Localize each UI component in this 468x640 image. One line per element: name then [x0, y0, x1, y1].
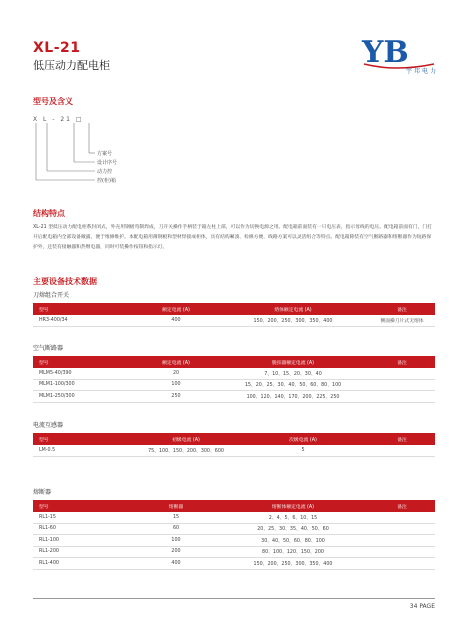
- table-header: 脱扣器额定电流 (A): [217, 356, 369, 368]
- table-cell: 2、4、5、6、10、15: [217, 512, 369, 523]
- table-cell: 80、100、120、150、200: [217, 546, 369, 558]
- table-row: [33, 315, 435, 326]
- table-row: [33, 558, 435, 570]
- section-heading-equipment: 主要设备技术数据: [33, 277, 97, 286]
- model-code: X L - 21 □: [33, 116, 84, 123]
- table-header-row: [33, 500, 435, 512]
- table-cell: [369, 546, 435, 558]
- page-number: 34 PAGE: [409, 603, 435, 610]
- table-cell: 100、120、140、170、200、225、250: [217, 391, 369, 403]
- table-header: 次级电流 (A): [237, 433, 369, 445]
- table-cell: 150、200、250、300、350、400: [217, 315, 369, 326]
- footer-divider: [33, 598, 435, 599]
- table-cell: 30、40、50、60、80、100: [217, 535, 369, 547]
- table-cell: MLM1-100/300: [33, 379, 135, 391]
- table-row: [33, 535, 435, 547]
- page-title: XL-21: [33, 40, 81, 56]
- current-transformer-table: [33, 433, 435, 457]
- section-heading-model: 型号及含义: [33, 97, 73, 106]
- logo-text: 宇邦电力: [405, 68, 438, 75]
- section-heading-structure: 结构特点: [33, 209, 65, 218]
- table-cell: RL1-400: [33, 558, 135, 570]
- table-cell: 100: [135, 379, 217, 391]
- table-cell: RL1-15: [33, 512, 135, 523]
- tree-label-design: 设计序号: [97, 160, 118, 166]
- table-header: 备注: [369, 500, 435, 512]
- table-header: 备注: [369, 303, 435, 315]
- table-cell: 20、25、30、35、40、50、60: [217, 523, 369, 535]
- table-header-row: [33, 433, 435, 445]
- table-header: 熔断器: [135, 500, 217, 512]
- table-cell: 100: [135, 535, 217, 547]
- table-cell: 150、200、250、300、350、400: [217, 558, 369, 570]
- table-cell: [369, 523, 435, 535]
- knife-switch-title: 刀熔组合开关: [33, 292, 70, 299]
- current-transformer-title: 电流互感器: [33, 422, 64, 429]
- table-header: 额定电流 (A): [135, 303, 217, 315]
- table-cell: RL1-100: [33, 535, 135, 547]
- logo-letters: YB: [362, 35, 409, 70]
- structure-paragraph: XL-21 型低压动力配电柜系封闭式，外壳用钢板弯制焊成，刀开关操作手柄装于箱左柱上部，可以作为切换电源之用。配电箱前面装有一只电压表，指示母线的电压。配电箱前面有门，门打开后配电箱内全部设备敞露，便于维修维护。本配电箱用薄钢板和型材焊接成柜体，具有结构紧凑、检修方便、线路方案可以灵活组合等特点。配电箱除装有空气断路器和熔断器作为短路保护外，还装有接触器和热继电器，同时可装操作按钮和指示灯。: [33, 225, 432, 250]
- model-tree-diagram: [33, 120, 133, 185]
- breaker-title: 空气断路器: [33, 345, 64, 352]
- table-header: 熔断体额定电流 (A): [217, 500, 369, 512]
- knife-switch-table: [33, 303, 435, 327]
- table-cell: 侧面操刀片式无熔体: [369, 315, 435, 326]
- table-cell: [369, 512, 435, 523]
- table-row: [33, 368, 435, 379]
- table-cell: 60: [135, 523, 217, 535]
- table-cell: RL1-60: [33, 523, 135, 535]
- table-cell: 200: [135, 546, 217, 558]
- table-row: [33, 523, 435, 535]
- fuse-table: [33, 500, 435, 570]
- table-cell: [369, 535, 435, 547]
- table-cell: HR3-400/34: [33, 315, 135, 326]
- table-header-row: [33, 356, 435, 368]
- table-row: [33, 546, 435, 558]
- tree-label-scheme: 方案号: [97, 151, 113, 157]
- tree-label-power: 动力控: [97, 169, 113, 175]
- table-cell: 400: [135, 315, 217, 326]
- table-cell: RL1-200: [33, 546, 135, 558]
- table-cell: [369, 379, 435, 391]
- breaker-table: [33, 356, 435, 403]
- table-header: 型号: [33, 303, 135, 315]
- table-header-row: [33, 303, 435, 315]
- tree-label-cabinet: 控(柜)箱: [97, 178, 116, 184]
- table-header: 型号: [33, 500, 135, 512]
- table-cell: [369, 445, 435, 456]
- table-header: 型号: [33, 356, 135, 368]
- table-cell: [369, 368, 435, 379]
- table-header: 型号: [33, 433, 135, 445]
- table-cell: MLM1-250/300: [33, 391, 135, 403]
- table-cell: LM-0.5: [33, 445, 135, 456]
- table-cell: 15、20、25、30、40、50、60、80、100: [217, 379, 369, 391]
- page-subtitle: 低压动力配电柜: [33, 59, 110, 72]
- table-cell: 400: [135, 558, 217, 570]
- table-cell: [369, 558, 435, 570]
- table-row: [33, 445, 435, 456]
- fuse-title: 熔断器: [33, 489, 52, 496]
- table-cell: 7、10、15、20、30、40: [217, 368, 369, 379]
- table-cell: 250: [135, 391, 217, 403]
- table-header: 备注: [369, 356, 435, 368]
- table-cell: 5: [237, 445, 369, 456]
- table-header: 初级电流 (A): [135, 433, 237, 445]
- table-header: 备注: [369, 433, 435, 445]
- table-row: [33, 379, 435, 391]
- table-row: [33, 512, 435, 523]
- table-cell: MLM5-40/390: [33, 368, 135, 379]
- table-cell: 75、100、150、200、300、600: [135, 445, 237, 456]
- table-header: 额定电流 (A): [135, 356, 217, 368]
- table-cell: 20: [135, 368, 217, 379]
- table-header: 熔体额定电流 (A): [217, 303, 369, 315]
- table-cell: [369, 391, 435, 403]
- table-row: [33, 391, 435, 403]
- table-cell: 15: [135, 512, 217, 523]
